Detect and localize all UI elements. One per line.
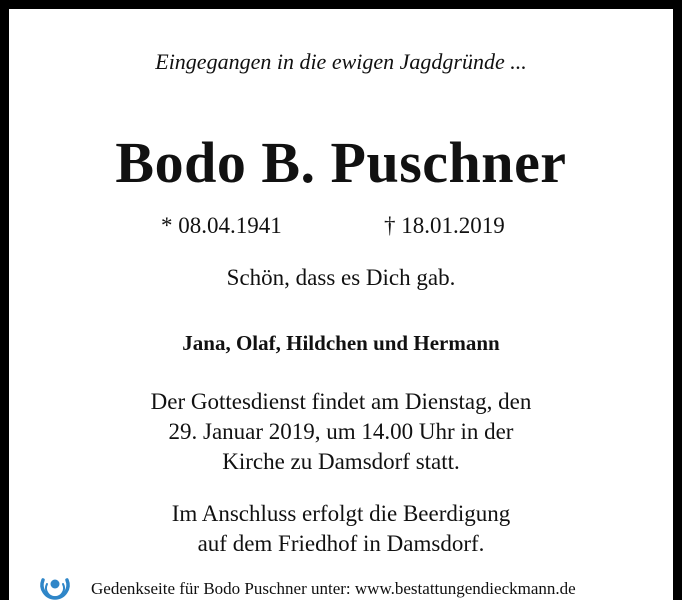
service-announcement [9, 387, 673, 477]
deceased-name: Bodo B. Puschner [115, 130, 567, 195]
memorial-page-link[interactable]: Gedenkseite für Bodo Puschner unter: www.bestattungendieckmann.de [91, 579, 576, 598]
service-line: Der Gottesdienst findet am Dienstag, den [150, 389, 532, 414]
service-line: Kirche zu Damsdorf statt. [222, 449, 460, 474]
burial-line: auf dem Friedhof in Damsdorf. [197, 531, 485, 556]
birth-date: * 08.04.1941 [161, 213, 282, 238]
motto-text: Schön, dass es Dich gab. [226, 265, 456, 290]
funeral-home-logo-icon [35, 570, 75, 606]
death-date: † 18.01.2019 [384, 213, 505, 238]
service-line: 29. Januar 2019, um 14.00 Uhr in der [168, 419, 514, 444]
memorial-page-footer [9, 567, 673, 607]
life-dates [9, 211, 673, 241]
mourners-names: Jana, Olaf, Hildchen und Hermann [182, 331, 500, 355]
burial-announcement [9, 499, 673, 559]
intro-text: Eingegangen in die ewigen Jagdgründe ... [155, 49, 527, 74]
burial-line: Im Anschluss erfolgt die Beerdigung [171, 501, 511, 526]
